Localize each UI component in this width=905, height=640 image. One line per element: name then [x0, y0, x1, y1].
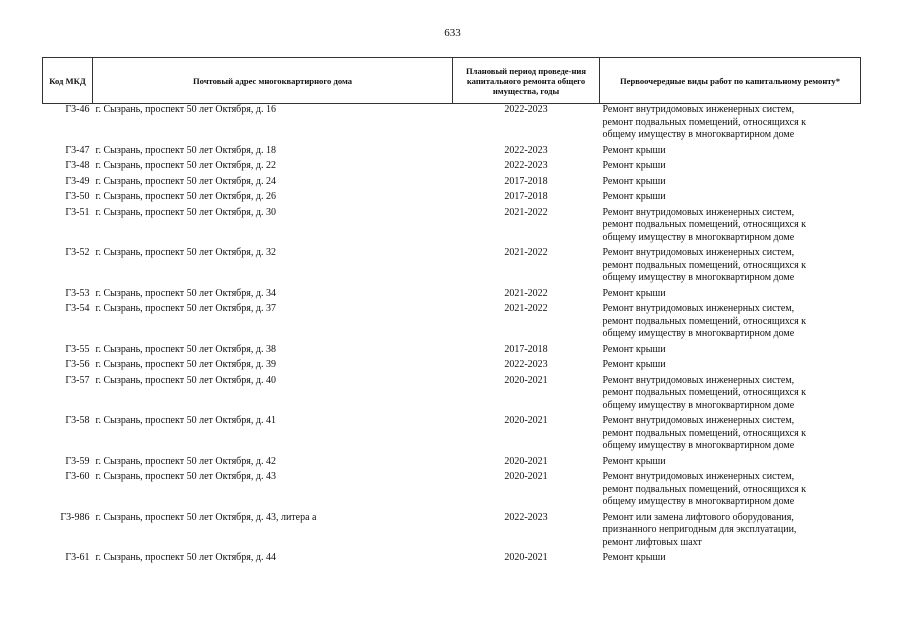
work-line: Ремонт или замена лифтового оборудования,	[602, 511, 794, 523]
work-line: ремонт подвальных помещений, относящихся к	[602, 219, 807, 230]
table-row	[43, 471, 861, 512]
work-line: Ремонт крыши	[602, 144, 666, 156]
work-line: ремонт лифтовых шахт	[602, 536, 702, 548]
cell-code: Г3-56	[65, 359, 90, 370]
cell-period: 2022-2023	[504, 160, 548, 171]
cell-address: г. Сызрань, проспект 50 лет Октября, д. 37	[95, 303, 276, 314]
cell-address: г. Сызрань, проспект 50 лет Октября, д. 39	[95, 359, 276, 370]
header-address: Почтовый адрес многоквартирного дома	[93, 58, 453, 104]
cell-code: Г3-55	[65, 343, 90, 355]
cell-works	[600, 512, 861, 553]
work-line: Ремонт внутридомовых инженерных систем,	[602, 247, 795, 258]
work-line: Ремонт крыши	[602, 287, 666, 299]
table-row	[43, 415, 861, 456]
table-header-row	[43, 58, 861, 104]
work-line: Ремонт внутридомовых инженерных систем,	[602, 303, 795, 314]
work-line: Ремонт крыши	[602, 552, 666, 563]
cell-address: г. Сызрань, проспект 50 лет Октября, д. 18	[95, 144, 276, 156]
table-body	[43, 104, 861, 568]
work-line: Ремонт крыши	[602, 359, 666, 370]
cell-works	[600, 104, 861, 145]
work-line: общему имуществу в многоквартирном доме	[602, 328, 795, 339]
cell-code: Г3-47	[65, 144, 90, 156]
work-line: Ремонт крыши	[602, 455, 666, 467]
header-code: Код МКД	[43, 58, 93, 104]
work-line: признанного непригодным для эксплуатации,	[602, 524, 797, 535]
work-line: ремонт подвальных помещений, относящихся к	[602, 427, 807, 439]
cell-period: 2022-2023	[504, 104, 548, 115]
work-line: общему имуществу в многоквартирном доме	[602, 272, 795, 283]
cell-works	[600, 471, 861, 512]
cell-works	[600, 247, 861, 288]
cell-period: 2017-2018	[504, 343, 548, 355]
cell-works	[600, 344, 861, 360]
cell-address: г. Сызрань, проспект 50 лет Октября, д. 26	[95, 191, 276, 202]
work-line: Ремонт внутридомовых инженерных систем,	[602, 104, 795, 115]
cell-works	[600, 303, 861, 344]
cell-period: 2021-2022	[504, 206, 548, 218]
cell-address: г. Сызрань, проспект 50 лет Октября, д. 16	[95, 104, 276, 115]
table-row	[43, 359, 861, 375]
table-row	[43, 207, 861, 248]
cell-works	[600, 207, 861, 248]
housing-register-table	[42, 57, 861, 568]
cell-works	[600, 415, 861, 456]
work-line: ремонт подвальных помещений, относящихся к	[602, 387, 807, 398]
table-row	[43, 247, 861, 288]
work-line: ремонт подвальных помещений, относящихся к	[602, 315, 807, 327]
cell-period: 2021-2022	[504, 287, 548, 299]
table-row	[43, 104, 861, 145]
cell-period: 2022-2023	[504, 144, 548, 156]
work-line: Ремонт внутридомовых инженерных систем,	[602, 374, 795, 386]
cell-address: г. Сызрань, проспект 50 лет Октября, д. 34	[95, 287, 276, 299]
work-line: Ремонт крыши	[602, 175, 666, 187]
cell-works	[600, 160, 861, 176]
header-period: Плановый период проведе-ния капитального ремонта общего имущества, годы	[453, 58, 600, 104]
cell-works	[600, 552, 861, 568]
work-line: общему имуществу в многоквартирном доме	[602, 231, 795, 243]
cell-address: г. Сызрань, проспект 50 лет Октября, д. 38	[95, 343, 276, 355]
cell-period: 2017-2018	[504, 175, 548, 187]
cell-address: г. Сызрань, проспект 50 лет Октября, д. 40	[95, 374, 276, 386]
work-line: Ремонт внутридомовых инженерных систем,	[602, 206, 795, 218]
cell-address: г. Сызрань, проспект 50 лет Октября, д. 30	[95, 206, 276, 218]
cell-period: 2020-2021	[504, 374, 548, 386]
cell-period: 2020-2021	[504, 455, 548, 467]
cell-address: г. Сызрань, проспект 50 лет Октября, д. 41	[95, 415, 276, 426]
table-row	[43, 160, 861, 176]
cell-works	[600, 176, 861, 192]
cell-code: Г3-48	[65, 160, 90, 171]
cell-period: 2022-2023	[504, 359, 548, 370]
cell-period: 2021-2022	[504, 303, 548, 314]
cell-works	[600, 375, 861, 416]
work-line: общему имуществу в многоквартирном доме	[602, 496, 795, 507]
cell-period: 2020-2021	[504, 552, 548, 563]
cell-code: Г3-61	[65, 552, 90, 563]
cell-address: г. Сызрань, проспект 50 лет Октября, д. 32	[95, 247, 276, 258]
work-line: ремонт подвальных помещений, относящихся к	[602, 259, 807, 271]
cell-code: Г3-54	[65, 303, 90, 314]
work-line: ремонт подвальных помещений, относящихся к	[602, 483, 807, 495]
cell-address: г. Сызрань, проспект 50 лет Октября, д. 44	[95, 552, 276, 563]
cell-address: г. Сызрань, проспект 50 лет Октября, д. 43, литера а	[95, 511, 317, 523]
cell-period: 2017-2018	[504, 191, 548, 202]
header-works: Первоочередные виды работ по капитальному ремонту*	[600, 58, 861, 104]
table-row	[43, 288, 861, 304]
work-line: общему имуществу в многоквартирном доме	[602, 399, 795, 411]
cell-code: Г3-49	[65, 175, 90, 187]
work-line: общему имуществу в многоквартирном доме	[602, 440, 795, 451]
cell-code: Г3-58	[65, 415, 90, 426]
page-number: 633	[444, 27, 461, 39]
cell-period: 2022-2023	[504, 511, 548, 523]
cell-works	[600, 191, 861, 207]
table-row	[43, 176, 861, 192]
work-line: Ремонт внутридомовых инженерных систем,	[602, 471, 795, 482]
cell-code: Г3-57	[65, 374, 90, 386]
work-line: Ремонт крыши	[602, 160, 666, 171]
cell-code: Г3-50	[65, 191, 90, 202]
work-line: Ремонт внутридомовых инженерных систем,	[602, 415, 795, 426]
table-row	[43, 145, 861, 161]
cell-works	[600, 145, 861, 161]
cell-code: Г3-53	[65, 287, 90, 299]
work-line: Ремонт крыши	[602, 343, 666, 355]
cell-period: 2020-2021	[504, 471, 548, 482]
table-row	[43, 344, 861, 360]
cell-code: Г3-60	[65, 471, 90, 482]
cell-period: 2021-2022	[504, 247, 548, 258]
cell-works	[600, 456, 861, 472]
cell-code: Г3-59	[65, 455, 90, 467]
cell-code: Г3-51	[65, 206, 90, 218]
cell-period: 2020-2021	[504, 415, 548, 426]
cell-code: Г3-46	[65, 104, 90, 115]
cell-works	[600, 288, 861, 304]
table-row	[43, 191, 861, 207]
table-row	[43, 375, 861, 416]
cell-address: г. Сызрань, проспект 50 лет Октября, д. 22	[95, 160, 276, 171]
work-line: общему имуществу в многоквартирном доме	[602, 129, 795, 140]
cell-code: Г3-52	[65, 247, 90, 258]
table-row	[43, 512, 861, 553]
table-row	[43, 552, 861, 568]
cell-address: г. Сызрань, проспект 50 лет Октября, д. 42	[95, 455, 276, 467]
work-line: Ремонт крыши	[602, 191, 666, 202]
cell-works	[600, 359, 861, 375]
work-line: ремонт подвальных помещений, относящихся к	[602, 116, 807, 128]
cell-code: Г3-986	[60, 511, 90, 523]
table-row	[43, 456, 861, 472]
table-row	[43, 303, 861, 344]
cell-address: г. Сызрань, проспект 50 лет Октября, д. 43	[95, 471, 276, 482]
cell-address: г. Сызрань, проспект 50 лет Октября, д. 24	[95, 175, 276, 187]
